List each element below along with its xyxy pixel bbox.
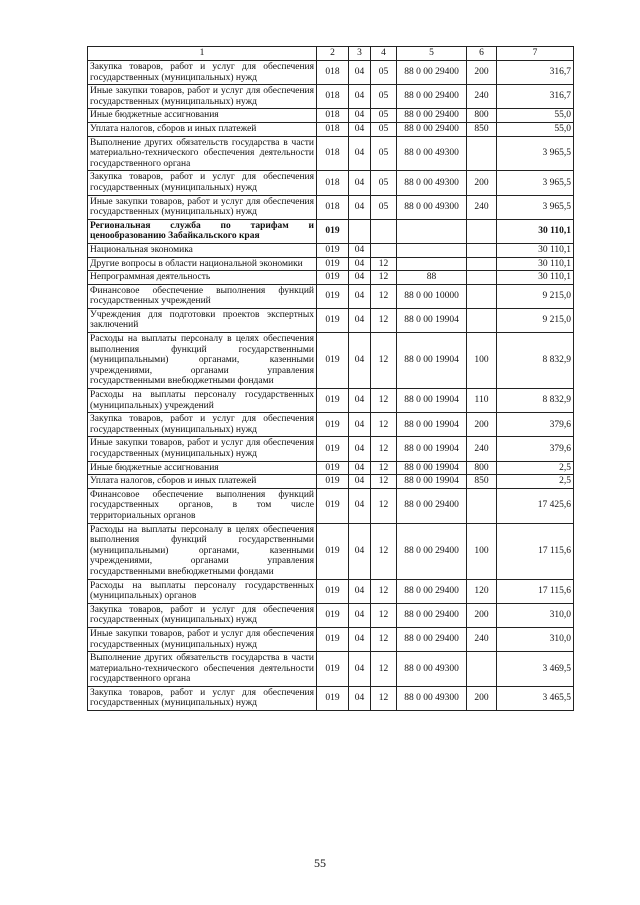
row-name-cell: Закупка товаров, работ и услуг для обеспечения государственных (муниципальных) нужд — [88, 413, 317, 437]
table-row — [88, 475, 574, 489]
target-article-cell: 88 0 00 19904 — [397, 389, 467, 413]
ministry-code-cell: 019 — [317, 219, 349, 243]
amount-cell: 30 110,1 — [497, 219, 574, 243]
expense-type-cell: 850 — [467, 122, 497, 136]
ministry-code-cell: 019 — [317, 652, 349, 687]
ministry-code-cell: 018 — [317, 85, 349, 109]
amount-cell: 9 215,0 — [497, 308, 574, 332]
row-name-cell: Учреждения для подготовки проектов экспертных заключений — [88, 308, 317, 332]
ministry-code-cell: 019 — [317, 461, 349, 475]
expense-type-cell — [467, 488, 497, 523]
table-row — [88, 603, 574, 627]
amount-cell: 8 832,9 — [497, 333, 574, 389]
row-name-cell: Выполнение других обязательств государства в части материально-технического обеспечения деятельности государственного органа — [88, 652, 317, 687]
expense-type-cell: 240 — [467, 85, 497, 109]
expense-type-cell: 200 — [467, 603, 497, 627]
amount-cell: 3 469,5 — [497, 652, 574, 687]
table-row — [88, 109, 574, 123]
table-row — [88, 284, 574, 308]
amount-cell: 3 465,5 — [497, 686, 574, 710]
amount-cell: 30 110,1 — [497, 271, 574, 285]
target-article-cell — [397, 219, 467, 243]
target-article-cell: 88 0 00 29400 — [397, 122, 467, 136]
row-name-cell: Национальная экономика — [88, 243, 317, 257]
amount-cell: 2,5 — [497, 475, 574, 489]
target-article-cell: 88 0 00 19904 — [397, 461, 467, 475]
ministry-code-cell: 019 — [317, 603, 349, 627]
table-row — [88, 437, 574, 461]
ministry-code-cell: 019 — [317, 686, 349, 710]
ministry-code-cell: 018 — [317, 171, 349, 195]
subsection-code-cell — [371, 219, 397, 243]
header-cell: 6 — [467, 47, 497, 61]
table-row — [88, 136, 574, 171]
expense-type-cell — [467, 136, 497, 171]
subsection-code-cell: 05 — [371, 195, 397, 219]
subsection-code-cell: 12 — [371, 413, 397, 437]
subsection-code-cell: 12 — [371, 523, 397, 579]
amount-cell: 8 832,9 — [497, 389, 574, 413]
subsection-code-cell: 05 — [371, 85, 397, 109]
table-row — [88, 308, 574, 332]
subsection-code-cell — [371, 243, 397, 257]
amount-cell: 3 965,5 — [497, 171, 574, 195]
target-article-cell: 88 0 00 49300 — [397, 136, 467, 171]
target-article-cell: 88 0 00 19904 — [397, 333, 467, 389]
subsection-code-cell: 12 — [371, 579, 397, 603]
ministry-code-cell: 019 — [317, 243, 349, 257]
section-code-cell: 04 — [349, 686, 371, 710]
subsection-code-cell: 12 — [371, 333, 397, 389]
section-code-cell: 04 — [349, 413, 371, 437]
ministry-code-cell: 018 — [317, 195, 349, 219]
section-code-cell: 04 — [349, 284, 371, 308]
section-code-cell: 04 — [349, 389, 371, 413]
amount-cell: 3 965,5 — [497, 195, 574, 219]
section-code-cell — [349, 219, 371, 243]
subsection-code-cell: 12 — [371, 475, 397, 489]
target-article-cell: 88 0 00 10000 — [397, 284, 467, 308]
row-name-cell: Непрограммная деятельность — [88, 271, 317, 285]
section-code-cell: 04 — [349, 603, 371, 627]
section-code-cell: 04 — [349, 333, 371, 389]
expense-type-cell — [467, 308, 497, 332]
section-code-cell: 04 — [349, 579, 371, 603]
target-article-cell: 88 0 00 29400 — [397, 488, 467, 523]
row-name-cell: Уплата налогов, сборов и иных платежей — [88, 122, 317, 136]
target-article-cell: 88 0 00 29400 — [397, 627, 467, 651]
table-row — [88, 171, 574, 195]
amount-cell: 30 110,1 — [497, 257, 574, 271]
section-code-cell: 04 — [349, 257, 371, 271]
row-name-cell: Иные закупки товаров, работ и услуг для обеспечения государственных (муниципальных) нужд — [88, 85, 317, 109]
ministry-code-cell: 019 — [317, 627, 349, 651]
section-code-cell: 04 — [349, 308, 371, 332]
table-row — [88, 686, 574, 710]
subsection-code-cell: 12 — [371, 437, 397, 461]
section-code-cell: 04 — [349, 523, 371, 579]
row-name-cell: Иные закупки товаров, работ и услуг для обеспечения государственных (муниципальных) нужд — [88, 627, 317, 651]
table-row — [88, 389, 574, 413]
expense-type-cell: 200 — [467, 686, 497, 710]
expense-type-cell — [467, 257, 497, 271]
row-name-cell: Иные закупки товаров, работ и услуг для обеспечения государственных (муниципальных) нужд — [88, 195, 317, 219]
table-row — [88, 219, 574, 243]
subsection-code-cell: 12 — [371, 652, 397, 687]
amount-cell: 310,0 — [497, 627, 574, 651]
target-article-cell: 88 0 00 29400 — [397, 603, 467, 627]
row-name-cell: Закупка товаров, работ и услуг для обеспечения государственных (муниципальных) нужд — [88, 686, 317, 710]
amount-cell: 55,0 — [497, 109, 574, 123]
expense-type-cell — [467, 219, 497, 243]
table-row — [88, 579, 574, 603]
expense-type-cell — [467, 652, 497, 687]
ministry-code-cell: 019 — [317, 308, 349, 332]
table-row — [88, 243, 574, 257]
section-code-cell: 04 — [349, 627, 371, 651]
subsection-code-cell: 05 — [371, 109, 397, 123]
row-name-cell: Расходы на выплаты персоналу государственных (муниципальных) органов — [88, 579, 317, 603]
section-code-cell: 04 — [349, 271, 371, 285]
target-article-cell: 88 0 00 19904 — [397, 308, 467, 332]
expense-type-cell: 800 — [467, 461, 497, 475]
ministry-code-cell: 019 — [317, 488, 349, 523]
row-name-cell: Уплата налогов, сборов и иных платежей — [88, 475, 317, 489]
row-name-cell: Закупка товаров, работ и услуг для обеспечения государственных (муниципальных) нужд — [88, 603, 317, 627]
target-article-cell: 88 0 00 49300 — [397, 652, 467, 687]
subsection-code-cell: 12 — [371, 389, 397, 413]
ministry-code-cell: 019 — [317, 437, 349, 461]
section-code-cell: 04 — [349, 461, 371, 475]
ministry-code-cell: 019 — [317, 579, 349, 603]
section-code-cell: 04 — [349, 171, 371, 195]
ministry-code-cell: 018 — [317, 109, 349, 123]
target-article-cell: 88 — [397, 271, 467, 285]
ministry-code-cell: 019 — [317, 523, 349, 579]
amount-cell: 2,5 — [497, 461, 574, 475]
subsection-code-cell: 05 — [371, 136, 397, 171]
ministry-code-cell: 019 — [317, 389, 349, 413]
subsection-code-cell: 05 — [371, 61, 397, 85]
section-code-cell: 04 — [349, 85, 371, 109]
table-row — [88, 627, 574, 651]
section-code-cell: 04 — [349, 122, 371, 136]
header-cell: 3 — [349, 47, 371, 61]
row-name-cell: Расходы на выплаты персоналу в целях обеспечения выполнения функций государственными (муниципальными) органами, казенными учреждениями, органами управления государственными внебюджетными фондами — [88, 333, 317, 389]
header-cell: 7 — [497, 47, 574, 61]
ministry-code-cell: 019 — [317, 271, 349, 285]
section-code-cell: 04 — [349, 488, 371, 523]
row-name-cell: Расходы на выплаты персоналу в целях обеспечения выполнения функций государственными (муниципальными) органами, казенными учреждениями, органами управления государственными внебюджетными фондами — [88, 523, 317, 579]
target-article-cell: 88 0 00 19904 — [397, 475, 467, 489]
expense-type-cell: 800 — [467, 109, 497, 123]
expense-type-cell: 200 — [467, 413, 497, 437]
section-code-cell: 04 — [349, 652, 371, 687]
subsection-code-cell: 12 — [371, 308, 397, 332]
amount-cell: 9 215,0 — [497, 284, 574, 308]
target-article-cell: 88 0 00 29400 — [397, 579, 467, 603]
table-row — [88, 523, 574, 579]
subsection-code-cell: 12 — [371, 461, 397, 475]
amount-cell: 17 115,6 — [497, 579, 574, 603]
target-article-cell — [397, 257, 467, 271]
table-row — [88, 61, 574, 85]
table-row — [88, 122, 574, 136]
ministry-code-cell: 018 — [317, 122, 349, 136]
section-code-cell: 04 — [349, 61, 371, 85]
ministry-code-cell: 019 — [317, 257, 349, 271]
section-code-cell: 04 — [349, 243, 371, 257]
subsection-code-cell: 12 — [371, 603, 397, 627]
amount-cell: 17 115,6 — [497, 523, 574, 579]
amount-cell: 379,6 — [497, 437, 574, 461]
expense-type-cell: 110 — [467, 389, 497, 413]
target-article-cell — [397, 243, 467, 257]
amount-cell: 17 425,6 — [497, 488, 574, 523]
row-name-cell: Расходы на выплаты персоналу государственных (муниципальных) учреждений — [88, 389, 317, 413]
subsection-code-cell: 12 — [371, 686, 397, 710]
table-row — [88, 195, 574, 219]
ministry-code-cell: 018 — [317, 136, 349, 171]
section-code-cell: 04 — [349, 136, 371, 171]
row-name-cell: Иные закупки товаров, работ и услуг для обеспечения государственных (муниципальных) нужд — [88, 437, 317, 461]
amount-cell: 379,6 — [497, 413, 574, 437]
expense-type-cell: 240 — [467, 195, 497, 219]
subsection-code-cell: 05 — [371, 171, 397, 195]
target-article-cell: 88 0 00 19904 — [397, 437, 467, 461]
amount-cell: 3 965,5 — [497, 136, 574, 171]
target-article-cell: 88 0 00 49300 — [397, 686, 467, 710]
expense-type-cell: 850 — [467, 475, 497, 489]
header-cell: 4 — [371, 47, 397, 61]
row-name-cell: Выполнение других обязательств государства в части материально-технического обеспечения деятельности государственного органа — [88, 136, 317, 171]
ministry-code-cell: 019 — [317, 475, 349, 489]
header-cell: 1 — [88, 47, 317, 61]
expense-type-cell: 100 — [467, 333, 497, 389]
target-article-cell: 88 0 00 19904 — [397, 413, 467, 437]
table-row — [88, 413, 574, 437]
table-row — [88, 257, 574, 271]
table-row — [88, 85, 574, 109]
expense-type-cell — [467, 271, 497, 285]
budget-table-body — [88, 47, 574, 711]
target-article-cell: 88 0 00 29400 — [397, 523, 467, 579]
amount-cell: 30 110,1 — [497, 243, 574, 257]
row-name-cell: Иные бюджетные ассигнования — [88, 109, 317, 123]
target-article-cell: 88 0 00 29400 — [397, 109, 467, 123]
row-name-cell: Финансовое обеспечение выполнения функций государственных учреждений — [88, 284, 317, 308]
budget-table — [87, 46, 574, 711]
row-name-cell: Закупка товаров, работ и услуг для обеспечения государственных (муниципальных) нужд — [88, 61, 317, 85]
row-name-cell: Другие вопросы в области национальной экономики — [88, 257, 317, 271]
section-code-cell: 04 — [349, 195, 371, 219]
target-article-cell: 88 0 00 29400 — [397, 61, 467, 85]
page-number: 55 — [314, 856, 326, 870]
expense-type-cell: 200 — [467, 171, 497, 195]
table-row — [88, 488, 574, 523]
ministry-code-cell: 019 — [317, 413, 349, 437]
expense-type-cell: 240 — [467, 437, 497, 461]
subsection-code-cell: 12 — [371, 488, 397, 523]
row-name-cell: Финансовое обеспечение выполнения функций государственных органов, в том числе территориальных органов — [88, 488, 317, 523]
expense-type-cell — [467, 243, 497, 257]
amount-cell: 316,7 — [497, 85, 574, 109]
target-article-cell: 88 0 00 49300 — [397, 171, 467, 195]
section-code-cell: 04 — [349, 475, 371, 489]
target-article-cell: 88 0 00 49300 — [397, 195, 467, 219]
section-code-cell: 04 — [349, 437, 371, 461]
subsection-code-cell: 05 — [371, 122, 397, 136]
ministry-code-cell: 019 — [317, 333, 349, 389]
table-row — [88, 333, 574, 389]
header-row — [88, 47, 574, 61]
row-name-cell: Региональная служба по тарифам и ценообразованию Забайкальского края — [88, 219, 317, 243]
expense-type-cell: 240 — [467, 627, 497, 651]
subsection-code-cell: 12 — [371, 284, 397, 308]
target-article-cell: 88 0 00 29400 — [397, 85, 467, 109]
row-name-cell: Иные бюджетные ассигнования — [88, 461, 317, 475]
header-cell: 5 — [397, 47, 467, 61]
table-row — [88, 461, 574, 475]
row-name-cell: Закупка товаров, работ и услуг для обеспечения государственных (муниципальных) нужд — [88, 171, 317, 195]
ministry-code-cell: 019 — [317, 284, 349, 308]
section-code-cell: 04 — [349, 109, 371, 123]
subsection-code-cell: 12 — [371, 627, 397, 651]
expense-type-cell — [467, 284, 497, 308]
subsection-code-cell: 12 — [371, 271, 397, 285]
subsection-code-cell: 12 — [371, 257, 397, 271]
table-row — [88, 652, 574, 687]
amount-cell: 55,0 — [497, 122, 574, 136]
ministry-code-cell: 018 — [317, 61, 349, 85]
expense-type-cell: 200 — [467, 61, 497, 85]
expense-type-cell: 120 — [467, 579, 497, 603]
amount-cell: 310,0 — [497, 603, 574, 627]
header-cell: 2 — [317, 47, 349, 61]
table-row — [88, 271, 574, 285]
expense-type-cell: 100 — [467, 523, 497, 579]
amount-cell: 316,7 — [497, 61, 574, 85]
